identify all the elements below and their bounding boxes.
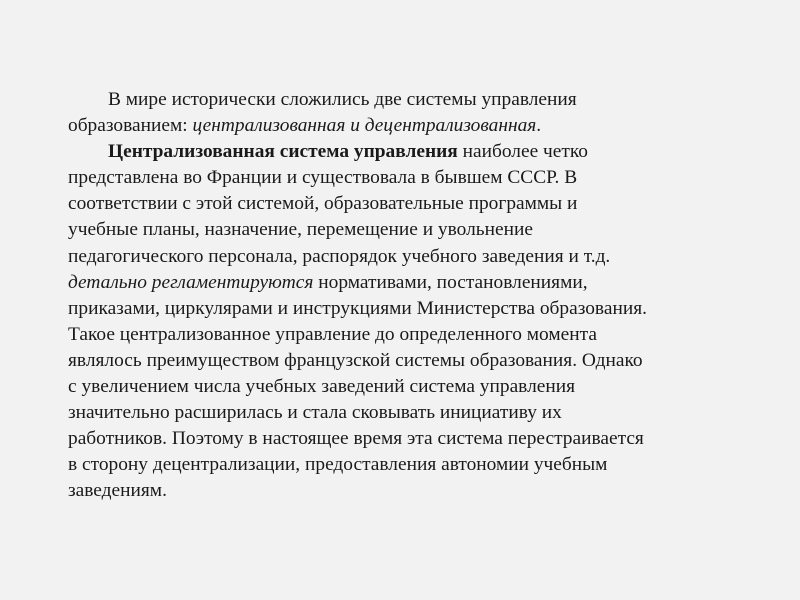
text-line: Такое централизованное управление до определенного момента	[68, 323, 597, 345]
text-line: значительно расширилась и стала сковывать инициативу их	[68, 402, 562, 424]
text-line	[68, 87, 748, 113]
line-text: В мире исторически сложились две системы управления	[108, 89, 577, 110]
text-line: являлось преимуществом французской системы образования. Однако	[68, 349, 643, 371]
text-line: приказами, циркулярами и инструкциями Министерства образования.	[68, 297, 647, 319]
slide-text-block	[68, 87, 748, 505]
line-text: образованием:	[68, 115, 193, 137]
text-line: представлена во Франции и существовала в бывшем СССР. В	[68, 167, 578, 189]
bold-heading-term: Централизованная система управления	[108, 141, 458, 163]
period: .	[536, 115, 542, 137]
italic-term: детально регламентируются	[68, 271, 314, 293]
text-line	[68, 113, 748, 139]
text-line: в сторону децентрализации, предоставления автономии учебным	[68, 454, 608, 476]
text-line: педагогического персонала, распорядок учебного заведения и т.д.	[68, 245, 611, 267]
line-text: нормативами, постановлениями,	[313, 271, 588, 293]
text-line: учебные планы, назначение, перемещение и увольнение	[68, 219, 533, 241]
text-line: соответствии с этой системой, образовательные программы и	[68, 193, 578, 215]
text-line	[68, 270, 748, 296]
text-line: работников. Поэтому в настоящее время эта система перестраивается	[68, 428, 644, 450]
paragraph-intro	[68, 87, 748, 139]
text-line	[68, 139, 748, 165]
italic-term: централизованная и децентрализованная	[192, 115, 537, 137]
text-line: с увеличением числа учебных заведений система управления	[68, 376, 576, 398]
paragraph-centralized	[68, 139, 748, 504]
text-line: заведениям.	[68, 480, 167, 502]
line-text: наиболее четко	[457, 141, 588, 163]
